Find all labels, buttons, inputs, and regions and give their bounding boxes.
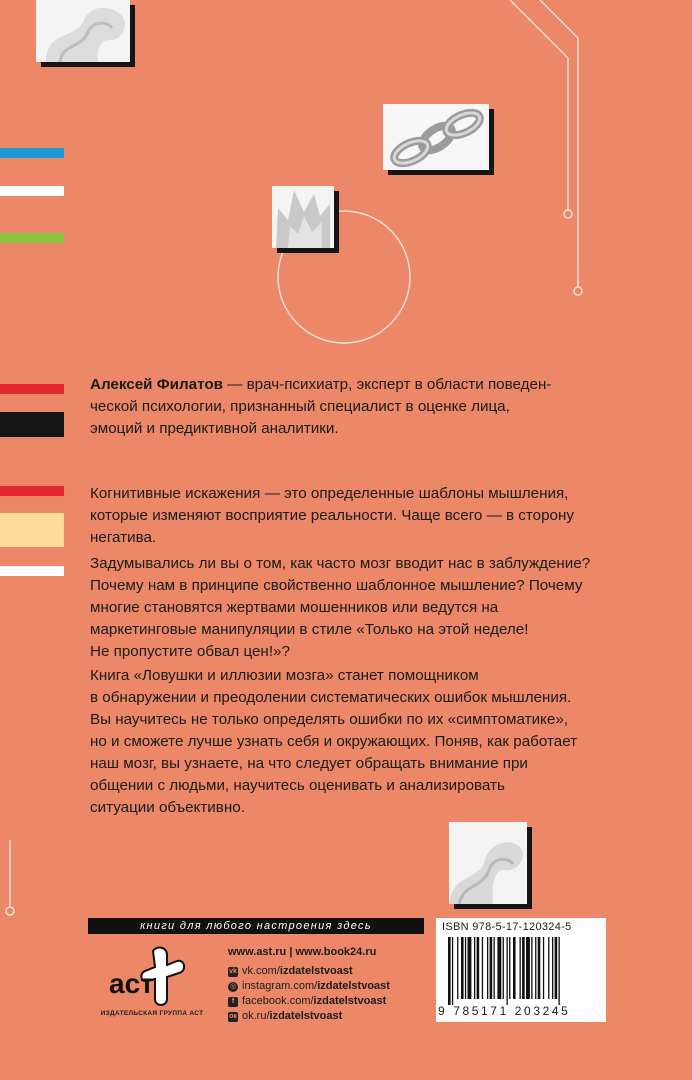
text-line: Когнитивные искажения — это определенные шаблоны мышления,: [90, 485, 569, 502]
barcode-bar: [490, 937, 493, 999]
chain-photo: [383, 104, 489, 170]
text-line: Не пропустите обвал цен!»?: [90, 643, 290, 660]
text-line: но и сможете лучше узнать себя и окружающих. Поняв, как работает: [90, 733, 578, 750]
text-line: Почему нам в принципе свойственно шаблонное мышление? Почему: [90, 577, 583, 594]
circuit-line-2: [540, 0, 578, 287]
description-paragraph-2: [90, 553, 650, 663]
barcode-bar: [487, 937, 488, 999]
author-bio: [90, 374, 650, 440]
stripe-green: [0, 233, 64, 243]
tagline-banner: книги для любого настроения здесь: [88, 918, 424, 934]
barcode-bar: [513, 937, 516, 999]
circuit-node-2: [574, 287, 582, 295]
stripe-blue: [0, 148, 64, 158]
text-line: общении с людьми, научитесь оценивать и анализировать: [90, 777, 505, 794]
publisher-links: [228, 945, 390, 1024]
circuit-line-1: [510, 0, 568, 210]
barcode-bar: [543, 937, 544, 999]
author-bio-line-1: Алексей Филатов — врач-психиатр, эксперт в области поведен-: [90, 376, 552, 393]
barcode-bar: [552, 937, 553, 999]
text-line: наш мозг, вы узнаете, на что следует обращать внимание при: [90, 755, 528, 772]
logo-text: аст: [109, 968, 154, 999]
circuit-node-3: [6, 907, 14, 915]
barcode-bar: [507, 937, 508, 1005]
facebook-icon: f: [228, 997, 238, 1007]
barcode-bar: [452, 937, 453, 1005]
author-bio-line-3: эмоций и предиктивной аналитики.: [90, 420, 339, 437]
barcode-bar: [531, 937, 532, 999]
instagram-icon: ◎: [229, 982, 237, 990]
barcode-bar: [457, 937, 458, 999]
stripe-cream: [0, 513, 64, 547]
description-paragraph-1: [90, 483, 650, 549]
isbn-barcode: [436, 918, 606, 1022]
isbn-number: ISBN 978-5-17-120324-5: [442, 921, 572, 933]
barcode-bar: [548, 937, 549, 999]
stripe-red-2: [0, 486, 64, 496]
barcode-bar: [526, 937, 530, 999]
text-line: ситуации объективно.: [90, 799, 245, 816]
author-bio-line-2: ческой психологии, признанный специалист в оценке лица,: [90, 398, 510, 415]
websites[interactable]: www.ast.ru | www.book24.ru: [228, 946, 377, 958]
stripe-white: [0, 186, 64, 196]
social-link-vk[interactable]: vk vk.com/ izdatelstvoast: [229, 965, 353, 977]
barcode-bar: [448, 937, 451, 1005]
ast-logo: [105, 945, 185, 1007]
text-line: в обнаружении и преодолении систематических ошибок мышления.: [90, 689, 572, 706]
barcode-bar: [559, 937, 560, 1005]
barcode-bar: [497, 937, 501, 999]
text-line: Задумывались ли вы о том, как часто мозг вводит нас в заблуждение?: [90, 555, 591, 572]
social-link-odnoklassniki[interactable]: ок ok.ru/ izdatelstvoast: [229, 1010, 343, 1022]
stripe-black: [0, 412, 64, 437]
brain-fold-photo-bottom: [449, 822, 527, 904]
author-name: Алексей Филатов: [90, 376, 223, 393]
text-line: которые изменяют восприятие реальности. Чаще всего — в сторону: [90, 507, 574, 524]
barcode-bar: [555, 937, 558, 999]
vk-icon: vk: [229, 967, 237, 975]
barcode-bar: [509, 937, 510, 999]
odnoklassniki-icon: ок: [229, 1012, 237, 1020]
barcode-bar: [482, 937, 483, 999]
circuit-node-1: [564, 210, 572, 218]
stripe-red-1: [0, 384, 64, 394]
barcode-bar: [538, 937, 541, 999]
barcode-bar: [520, 937, 521, 999]
description-paragraph-3: [90, 665, 650, 819]
text-line: маркетинговые манипуляции в стиле «Только на этой неделе!: [90, 621, 529, 638]
barcode-bar: [477, 937, 480, 999]
social-link-facebook[interactable]: f facebook.com/ izdatelstvoast: [228, 994, 390, 1009]
barcode-bar: [461, 937, 464, 999]
text-line: Книга «Ловушки и иллюзии мозга» станет помощником: [90, 667, 479, 684]
barcode-bar: [474, 937, 475, 999]
text-line: Вы научитесь не только определять ошибки по их «симптоматике»,: [90, 711, 568, 728]
text-line: многие становятся жертвами мошенников или ведутся на: [90, 599, 499, 616]
barcode-bar: [468, 937, 472, 999]
barcode-bar: [535, 937, 536, 999]
barcode-bar: [522, 937, 525, 999]
arrows-sculpture-photo: [272, 186, 334, 248]
stripe-white-2: [0, 566, 64, 576]
barcode-digits: 9 785171 203245: [438, 1004, 571, 1018]
text-line: негатива.: [90, 529, 157, 546]
publisher-name: ИЗДАТЕЛЬСКАЯ ГРУППА АСТ: [100, 1010, 204, 1017]
social-link-instagram[interactable]: ◎ instagram.com/ izdatelstvoast: [229, 980, 390, 992]
barcode-bar: [494, 937, 495, 999]
barcode-bars: [448, 937, 598, 1005]
brain-fold-photo-top: [36, 0, 130, 62]
barcode-bar: [465, 937, 466, 999]
barcode-bar: [503, 937, 504, 999]
